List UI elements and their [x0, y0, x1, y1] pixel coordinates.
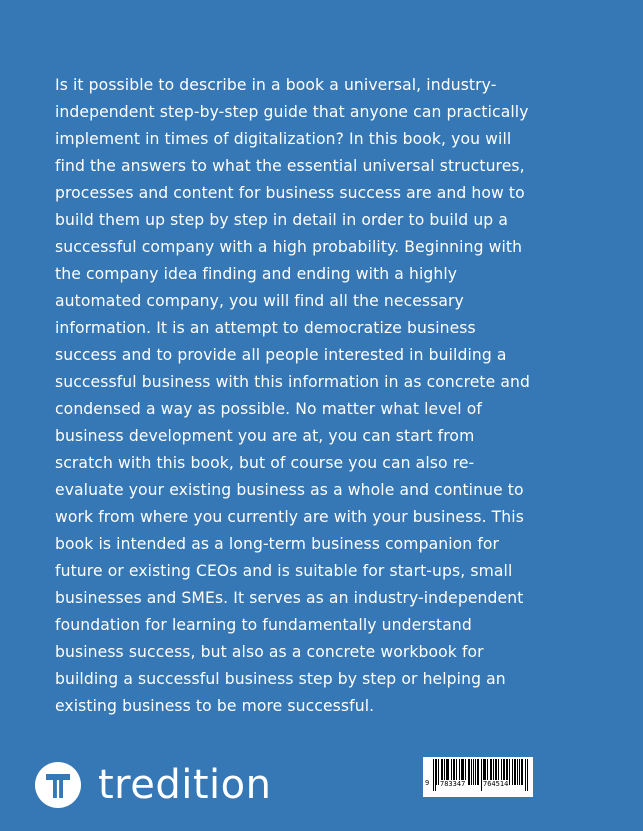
barcode-right-digits: 764514: [483, 780, 509, 788]
barcode-prefix: 9: [425, 779, 430, 787]
tredition-t-logo-icon: [34, 761, 82, 809]
isbn-barcode: [423, 757, 533, 797]
barcode-left-digits: 783347: [440, 780, 466, 788]
barcode-bars: [423, 757, 533, 797]
publisher-logo: [34, 758, 271, 812]
book-blurb: Is it possible to describe in a book a universal, industry-independent step-by-step guide that anyone can practically implement in times of digitalization? In this book, you will find the answers to what the essential universal structures, processes and content for business success are and how to build them up step by step in detail in order to build up a successful company with a high probability. Beginning with the company idea finding and ending with a highly automated company, you will find all the necessary information. It is an attempt to democratize business success and to provide all people interested in building a successful business with this information in as concrete and condensed a way as possible. No matter what level of business development you are at, you can start from scratch with this book, but of course you can also re-evaluate your existing business as a whole and continue to work from where you currently are with your business. This book is intended as a long-term business companion for future or existing CEOs and is suitable for start-ups, small businesses and SMEs. It serves as an industry-independent foundation for learning to fundamentally understand business success, but also as a concrete workbook for building a successful business step by step or helping an existing business to be more successful.: [55, 76, 531, 715]
publisher-name: tredition: [98, 762, 272, 808]
